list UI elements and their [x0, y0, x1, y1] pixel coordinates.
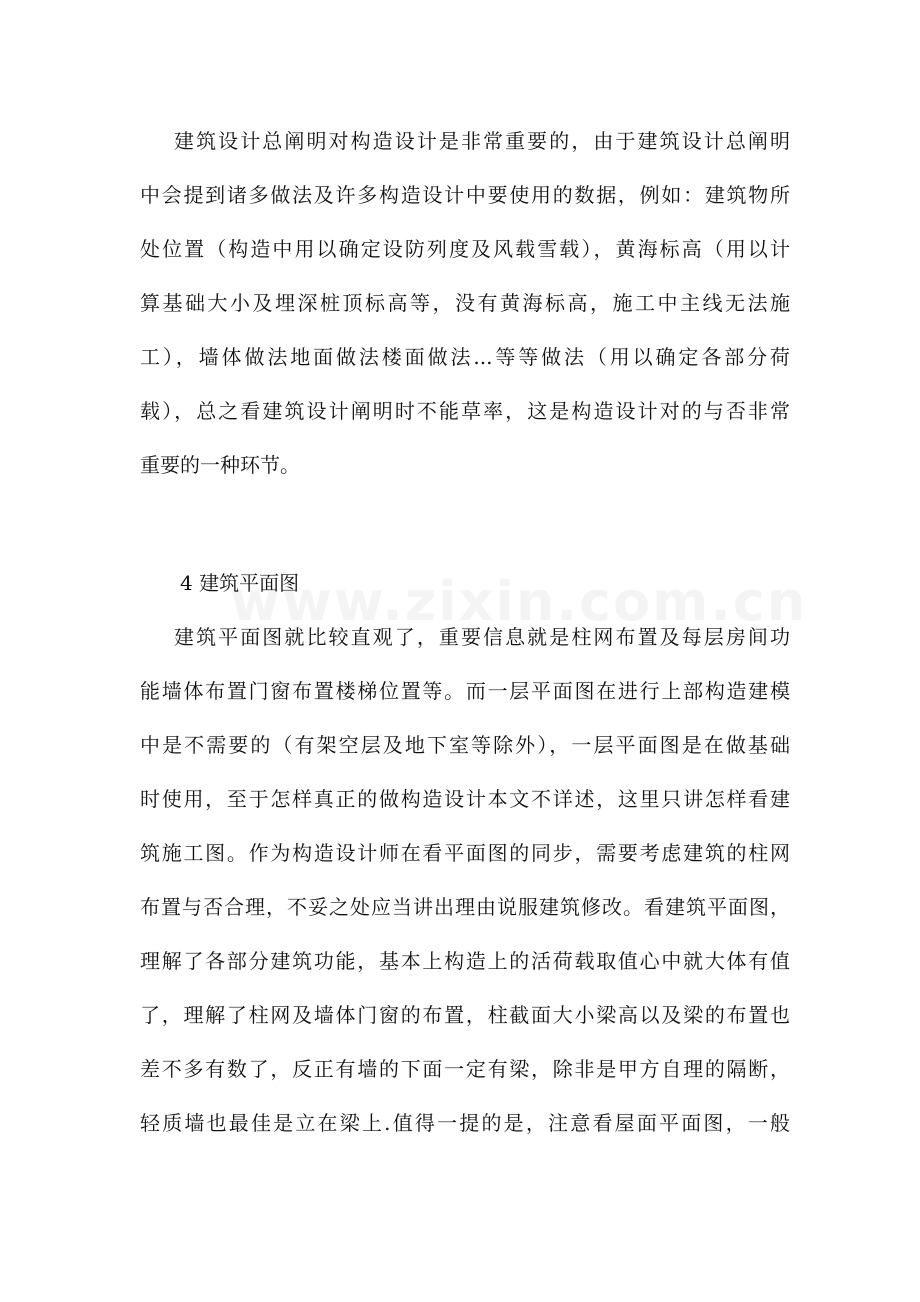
paragraph-line: 筑施工图。作为构造设计师在看平面图的同步，需要考虑建筑的柱网: [140, 841, 790, 865]
paragraph-line: 处位置（构造中用以确定设防列度及风载雪载），黄海标高（用以计: [140, 237, 790, 261]
section-heading-text: 4 建筑平面图: [180, 571, 300, 595]
paragraph-building-design-notes: [140, 114, 790, 492]
paragraph-line: 中是不需要的（有架空层及地下室等除外），一层平面图是在做基础: [140, 733, 790, 757]
paragraph-line: 轻质墙也最佳是立在梁上.值得一提的是，注意看屋面平面图，一般: [140, 1111, 790, 1135]
paragraph-line: 差不多有数了，反正有墙的下面一定有梁，除非是甲方自理的隔断，: [140, 1057, 790, 1081]
paragraph-line: 时使用，至于怎样真正的做构造设计本文不详述，这里只讲怎样看建: [140, 787, 790, 811]
paragraph-line: 工），墙体做法地面做法楼面做法...等等做法（用以确定各部分荷: [140, 345, 790, 369]
paragraph-line: 载），总之看建筑设计阐明时不能草率，这是构造设计对的与否非常: [140, 399, 790, 423]
paragraph-line: 布置与否合理，不妥之处应当讲出理由说服建筑修改。看建筑平面图，: [140, 895, 790, 919]
paragraph-line: 建筑设计总阐明对构造设计是非常重要的，由于建筑设计总阐明: [174, 129, 790, 153]
paragraph-line: 重要的一种环节。: [140, 453, 300, 477]
paragraph-line: 中会提到诸多做法及许多构造设计中要使用的数据，例如：建筑物所: [140, 183, 790, 207]
paragraph-line: 算基础大小及埋深桩顶标高等，没有黄海标高，施工中主线无法施: [140, 291, 790, 315]
section-heading: [140, 556, 790, 610]
paragraph-line: 了，理解了柱网及墙体门窗的布置，柱截面大小梁高以及梁的布置也: [140, 1003, 790, 1027]
paragraph-line: 建筑平面图就比较直观了，重要信息就是柱网布置及每层房间功: [174, 625, 790, 649]
paragraph-floor-plan: [140, 610, 790, 1150]
paragraph-line: 理解了各部分建筑功能，基本上构造上的活荷载取值心中就大体有值: [140, 949, 790, 973]
paragraph-line: 能墙体布置门窗布置楼梯位置等。而一层平面图在进行上部构造建模: [140, 679, 790, 703]
